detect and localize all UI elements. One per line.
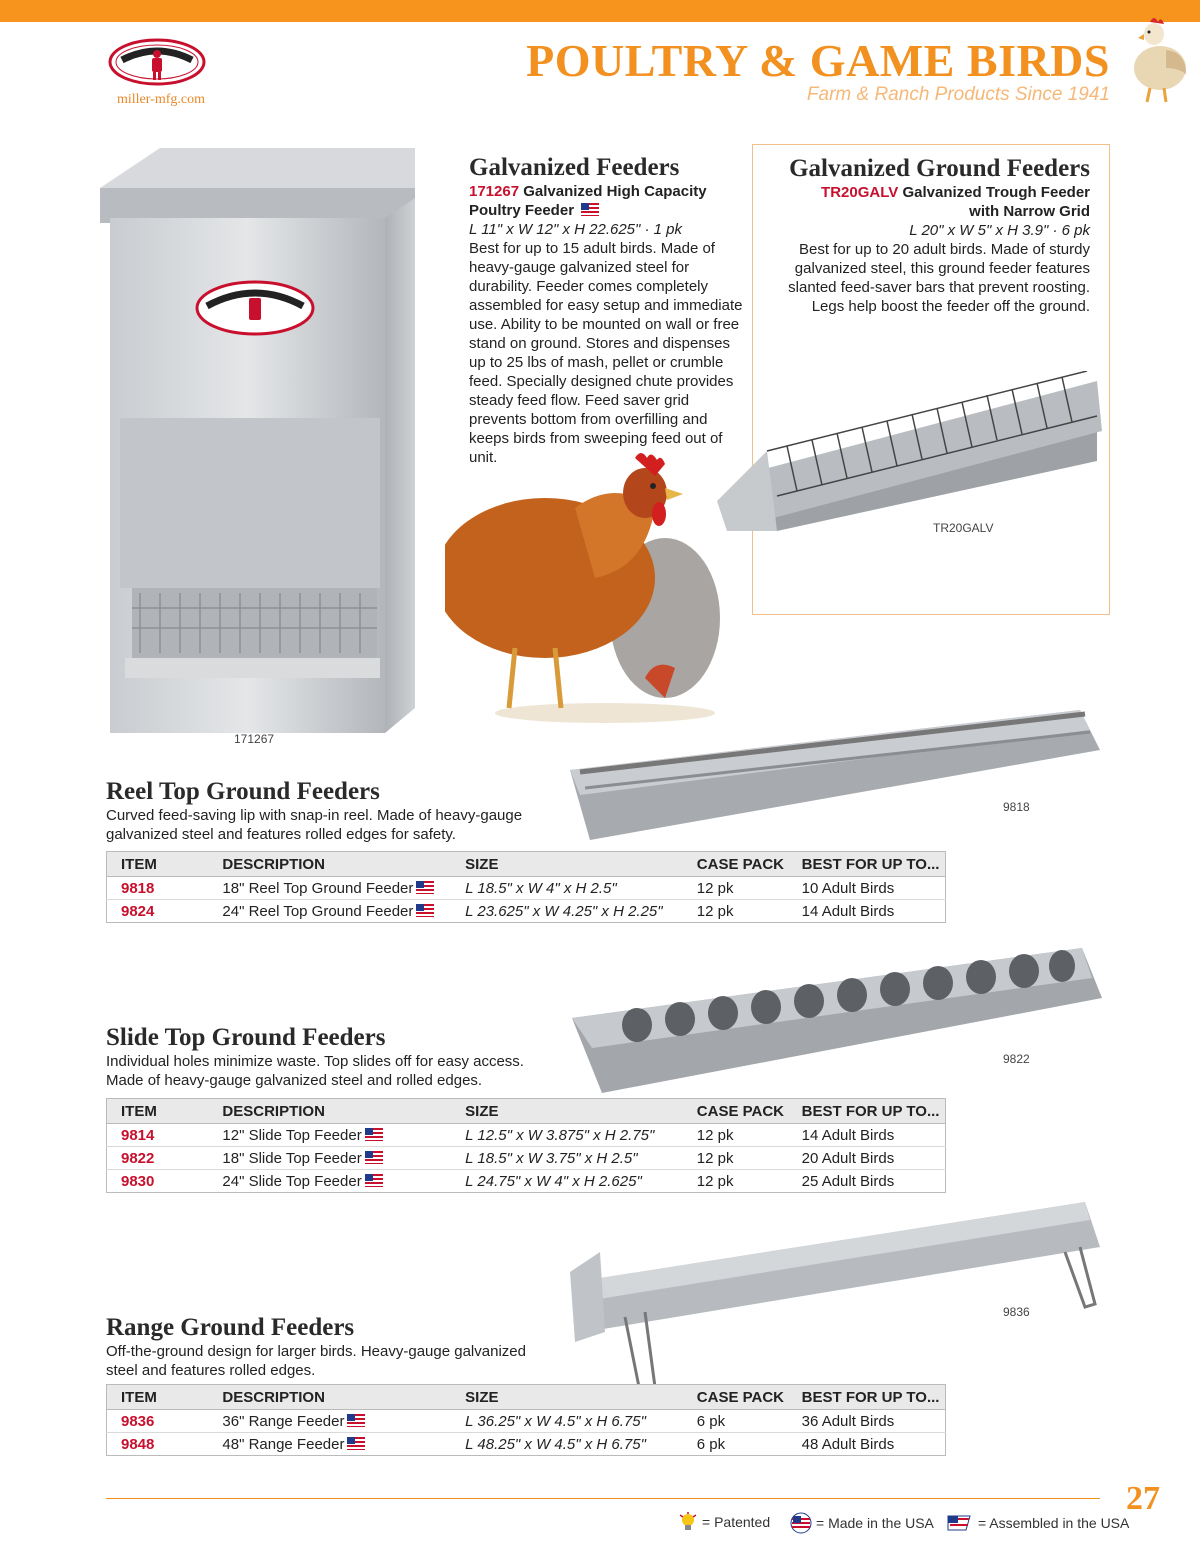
ground-feeders-title: Galvanized Ground Feeders <box>789 155 1090 182</box>
assembled-in-usa-icon <box>944 1512 974 1534</box>
legend-made-in-usa-text: = Made in the USA <box>816 1515 934 1531</box>
item-description-text: 48" Range Feeder <box>222 1435 345 1453</box>
table-row <box>107 1433 946 1456</box>
item-best-for: 20 Adult Birds <box>788 1147 946 1170</box>
item-size: L 36.25" x W 4.5" x H 6.75" <box>451 1410 683 1433</box>
range-feeder-image <box>565 1192 1105 1397</box>
item-code[interactable]: 9818 <box>107 877 209 900</box>
galvanized-feeders-title: Galvanized Feeders <box>469 154 680 181</box>
made-in-usa-icon <box>365 1151 383 1164</box>
col-best-for: BEST FOR UP TO... <box>788 1385 946 1410</box>
legend-patented <box>678 1512 770 1532</box>
item-case-pack: 12 pk <box>683 1124 788 1147</box>
high-capacity-feeder-caption: 171267 <box>234 732 275 746</box>
item-case-pack: 12 pk <box>683 1170 788 1193</box>
item-case-pack: 12 pk <box>683 1147 788 1170</box>
website-url[interactable]: miller-mfg.com <box>117 92 205 107</box>
item-code-171267[interactable]: 171267 <box>469 183 520 200</box>
chickens-image <box>445 448 720 728</box>
col-best-for: BEST FOR UP TO... <box>788 852 946 877</box>
footer-rule <box>106 1498 1100 1499</box>
range-table <box>106 1384 946 1456</box>
product-description: Best for up to 15 adult birds. Made of heavy-gauge galvanized steel for durability. Feeder comes completely assembled for easy setup and immediate use. Ability to be mounted on wall or free stand on ground. Stores and dispenses up to 25 lbs of mash, pellet or crumble feed. Specially designed chute provides steady feed flow. Feed saver grid prevents bottom from overfilling and keeps birds from sweeping feed out of unit. <box>469 240 743 466</box>
range-title: Range Ground Feeders <box>106 1314 355 1341</box>
item-case-pack: 12 pk <box>683 877 788 900</box>
item-case-pack: 6 pk <box>683 1410 788 1433</box>
col-best-for: BEST FOR UP TO... <box>788 1099 946 1124</box>
legend-patented-text: = Patented <box>702 1514 771 1530</box>
item-size: L 23.625" x W 4.25" x H 2.25" <box>451 900 683 923</box>
col-size: SIZE <box>451 852 683 877</box>
page-tagline: Farm & Ranch Products Since 1941 <box>806 84 1110 105</box>
ground-product-line-1 <box>760 183 1090 202</box>
slide-top-description: Individual holes minimize waste. Top slides off for easy access. Made of heavy-gauge galvanized steel and rolled edges. <box>106 1053 524 1089</box>
little-giant-logo <box>108 38 206 86</box>
hen-icon <box>1120 12 1188 108</box>
reel-top-description: Curved feed-saving lip with snap-in reel. Made of heavy-gauge galvanized steel and features rolled edges for safety. <box>106 807 523 843</box>
high-capacity-feeder-image <box>70 148 450 738</box>
item-description <box>208 1170 451 1193</box>
reel-top-section <box>106 778 556 844</box>
item-description <box>208 1124 451 1147</box>
made-in-usa-icon <box>416 904 434 917</box>
table-row <box>107 877 946 900</box>
item-case-pack: 12 pk <box>683 900 788 923</box>
table-row <box>107 1147 946 1170</box>
product-name-cont: Poultry Feeder <box>469 202 575 219</box>
item-size: L 18.5" x W 3.75" x H 2.5" <box>451 1147 683 1170</box>
item-code[interactable]: 9824 <box>107 900 209 923</box>
col-size: SIZE <box>451 1385 683 1410</box>
item-best-for: 25 Adult Birds <box>788 1170 946 1193</box>
made-in-usa-icon <box>347 1414 365 1427</box>
table-row <box>107 1124 946 1147</box>
ground-feeders-text <box>760 155 1090 316</box>
range-section <box>106 1314 556 1380</box>
galvanized-ground-feeders-box <box>752 144 1110 615</box>
slide-top-feeder-caption: 9822 <box>1003 1052 1030 1066</box>
reel-top-feeder-image <box>560 700 1105 850</box>
item-code[interactable]: 9830 <box>107 1170 209 1193</box>
reel-top-table <box>106 851 946 923</box>
trough-feeder-image <box>717 371 1109 531</box>
range-description: Off-the-ground design for larger birds. Heavy-gauge galvanized steel and features rolled edges. <box>106 1343 526 1379</box>
item-description <box>208 900 451 923</box>
slide-top-title: Slide Top Ground Feeders <box>106 1024 386 1051</box>
col-description: DESCRIPTION <box>208 1099 451 1124</box>
col-description: DESCRIPTION <box>208 852 451 877</box>
product-name-line-1 <box>469 182 749 201</box>
item-description-text: 18" Reel Top Ground Feeder <box>222 879 414 897</box>
ground-product-name: Galvanized Trough Feeder <box>902 184 1090 201</box>
table-header-row <box>107 1385 946 1410</box>
item-best-for: 10 Adult Birds <box>788 877 946 900</box>
item-case-pack: 6 pk <box>683 1433 788 1456</box>
patented-icon <box>678 1512 698 1532</box>
legend-assembled-in-usa <box>944 1512 1129 1534</box>
reel-top-title: Reel Top Ground Feeders <box>106 778 380 805</box>
reel-top-feeder-caption: 9818 <box>1003 800 1030 814</box>
product-name: Galvanized High Capacity <box>523 183 707 200</box>
item-code[interactable]: 9848 <box>107 1433 209 1456</box>
made-in-usa-icon <box>790 1512 812 1534</box>
made-in-usa-icon <box>365 1174 383 1187</box>
item-description <box>208 1433 451 1456</box>
top-accent-bar <box>0 0 1200 22</box>
slide-top-table <box>106 1098 946 1193</box>
item-best-for: 36 Adult Birds <box>788 1410 946 1433</box>
col-case-pack: CASE PACK <box>683 1385 788 1410</box>
col-case-pack: CASE PACK <box>683 1099 788 1124</box>
table-header-row <box>107 852 946 877</box>
item-description-text: 24" Reel Top Ground Feeder <box>222 902 414 920</box>
col-description: DESCRIPTION <box>208 1385 451 1410</box>
range-feeder-caption: 9836 <box>1003 1305 1030 1319</box>
item-description <box>208 1147 451 1170</box>
item-size: L 24.75" x W 4" x H 2.625" <box>451 1170 683 1193</box>
ground-product-line-2: with Narrow Grid <box>969 203 1090 220</box>
item-size: L 12.5" x W 3.875" x H 2.75" <box>451 1124 683 1147</box>
item-description-text: 36" Range Feeder <box>222 1412 345 1430</box>
made-in-usa-icon <box>365 1128 383 1141</box>
item-code[interactable]: 9822 <box>107 1147 209 1170</box>
trough-feeder-caption: TR20GALV <box>933 521 994 535</box>
item-description-text: 24" Slide Top Feeder <box>222 1172 362 1190</box>
slide-top-section <box>106 1024 556 1090</box>
made-in-usa-icon <box>416 881 434 894</box>
item-description-text: 12" Slide Top Feeder <box>222 1126 362 1144</box>
item-code[interactable]: 9814 <box>107 1124 209 1147</box>
item-description-text: 18" Slide Top Feeder <box>222 1149 362 1167</box>
item-description <box>208 1410 451 1433</box>
col-item: ITEM <box>107 852 209 877</box>
table-header-row <box>107 1099 946 1124</box>
legend-made-in-usa <box>790 1512 934 1534</box>
page-title: POULTRY & GAME BIRDS <box>526 35 1110 86</box>
col-item: ITEM <box>107 1099 209 1124</box>
product-name-line-2 <box>469 201 749 220</box>
col-item: ITEM <box>107 1385 209 1410</box>
item-size: L 48.25" x W 4.5" x H 6.75" <box>451 1433 683 1456</box>
made-in-usa-icon <box>581 203 599 216</box>
product-dimensions: L 11" x W 12" x H 22.625" · 1 pk <box>469 221 683 238</box>
item-code[interactable]: 9836 <box>107 1410 209 1433</box>
table-row <box>107 900 946 923</box>
item-best-for: 14 Adult Birds <box>788 1124 946 1147</box>
item-best-for: 48 Adult Birds <box>788 1433 946 1456</box>
item-code-tr20galv[interactable]: TR20GALV <box>821 184 899 201</box>
item-size: L 18.5" x W 4" x H 2.5" <box>451 877 683 900</box>
legend-assembled-in-usa-text: = Assembled in the USA <box>978 1515 1130 1531</box>
slide-top-feeder-image <box>562 938 1104 1098</box>
item-best-for: 14 Adult Birds <box>788 900 946 923</box>
col-case-pack: CASE PACK <box>683 852 788 877</box>
page-number: 27 <box>1126 1480 1160 1517</box>
ground-product-description: Best for up to 20 adult birds. Made of sturdy galvanized steel, this ground feeder features slanted feed-saver bars that prevent roosting. Legs help boost the feeder off the ground. <box>788 241 1090 315</box>
col-size: SIZE <box>451 1099 683 1124</box>
item-description <box>208 877 451 900</box>
table-row <box>107 1410 946 1433</box>
ground-product-dimensions: L 20" x W 5" x H 3.9" · 6 pk <box>909 222 1090 239</box>
made-in-usa-icon <box>347 1437 365 1450</box>
table-row <box>107 1170 946 1193</box>
galvanized-feeders-block <box>469 154 749 467</box>
